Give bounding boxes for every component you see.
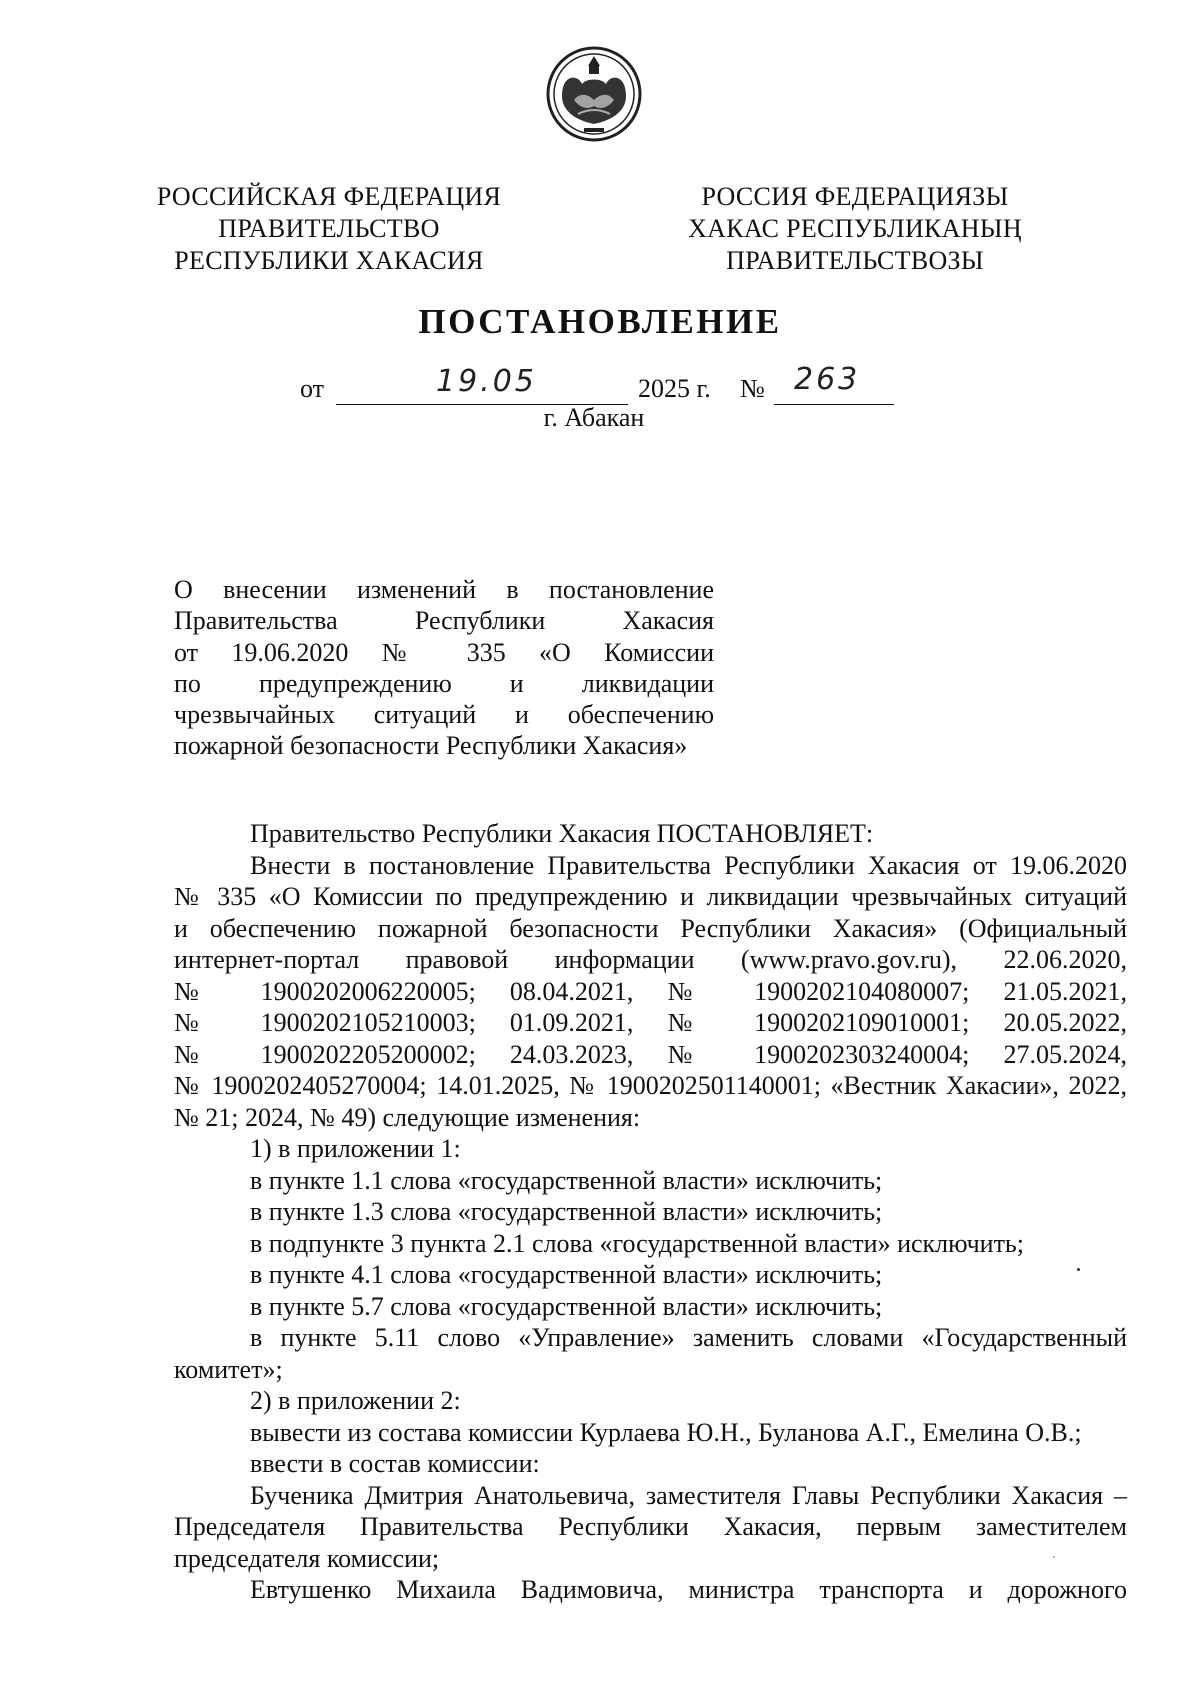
subject-line: пожарной безопасности Республики Хакасия» [174,731,688,761]
date-prefix: от [300,374,325,403]
number-field [774,362,894,405]
body-line: в пункте 5.11 слово «Управление» заменить словами «Государственный [250,1323,1127,1352]
body-line: № 1900202105210003; 01.09.2021, № 1900202109010001; 20.05.2022, [174,1008,1127,1037]
date-number-line [300,362,920,406]
header-left-line-3: РЕСПУБЛИКИ ХАКАСИЯ [174,246,484,275]
body-line: Председателя Правительства Республики Хакасия, первым заместителем [174,1512,1127,1541]
body-line: комитет»; [174,1354,283,1384]
header-right-line-1: РОССИЯ ФЕДЕРАЦИЯЗЫ [701,182,1009,211]
body-line: интернет-портал правовой информации (www.pravo.gov.ru), 22.06.2020, [174,945,1127,974]
coat-of-arms-emblem [544,44,644,144]
body-line: 1) в приложении 1: [250,1134,461,1163]
subject-line: Правительства Республики Хакасия [174,606,714,636]
body-line: № 1900202006220005; 08.04.2021, № 1900202104080007; 21.05.2021, [174,976,1127,1006]
body-line: № 1900202205200002; 24.03.2023, № 1900202303240004; 27.05.2024, [174,1039,1127,1069]
scan-speck [1077,1268,1080,1271]
body-line: Евтушенко Михаила Вадимовича, министра транспорта и дорожного [250,1575,1127,1604]
body-line: № 335 «О Комиссии по предупреждению и ликвидации чрезвычайных ситуаций [174,882,1127,911]
body-line: ввести в состав комиссии: [250,1449,540,1478]
body-line: Бученика Дмитрия Анатольевича, заместителя Главы Республики Хакасия – [250,1480,1127,1510]
document-body [174,818,1127,1606]
handwritten-date: 19.05 [436,364,537,399]
header-left-line-1: РОССИЙСКАЯ ФЕДЕРАЦИЯ [156,182,502,211]
subject-line: О внесении изменений в постановление [174,575,714,604]
document-subject [174,574,714,762]
body-line: в пункте 1.1 слова «государственной власти» исключить; [250,1165,883,1195]
subject-line: от 19.06.2020 № 335 «О Комиссии [174,637,714,667]
body-line: в пункте 5.7 слова «государственной власти» исключить; [250,1291,883,1321]
scan-speck [1093,1590,1095,1592]
body-line: Внести в постановление Правительства Республики Хакасия от 19.06.2020 [250,850,1127,880]
subject-line: по предупреждению и ликвидации [174,668,714,698]
handwritten-number: 263 [794,362,861,397]
body-line: председателя комиссии; [174,1543,440,1573]
body-line: вывести из состава комиссии Курлаева Ю.Н., Буланова А.Г., Емелина О.В.; [250,1417,1082,1447]
number-prefix: № [740,374,765,403]
year-label: 2025 г. [638,374,711,403]
body-line: № 21; 2024, № 49) следующие изменения: [174,1102,641,1132]
header-right-line-3: ПРАВИТЕЛЬСТВОЗЫ [726,246,984,275]
header-khakas [680,181,1030,277]
body-line: 2) в приложении 2: [250,1386,461,1415]
body-line: в пункте 1.3 слова «государственной власти» исключить; [250,1197,883,1226]
body-line: и обеспечению пожарной безопасности Республики Хакасия» (Официальный [174,913,1127,943]
subject-line: чрезвычайных ситуаций и обеспечению [174,700,714,730]
header-left-line-2: ПРАВИТЕЛЬСТВО [218,214,440,243]
body-line: Правительство Республики Хакасия ПОСТАНОВЛЯЕТ: [250,819,874,848]
date-field [336,366,628,405]
document-title: ПОСТАНОВЛЕНИЕ [418,302,782,341]
body-line: в подпункте 3 пункта 2.1 слова «государственной власти» исключить; [250,1228,1025,1258]
scan-speck [1053,1556,1055,1558]
city-label: г. Абакан [543,403,645,432]
body-line: № 1900202405270004; 14.01.2025, № 1900202501140001; «Вестник Хакасии», 2022, [174,1071,1127,1100]
header-russian [150,181,508,277]
body-line: в пункте 4.1 слова «государственной власти» исключить; [250,1260,883,1289]
header-right-line-2: ХАКАС РЕСПУБЛИКАНЫҢ [688,214,1022,243]
